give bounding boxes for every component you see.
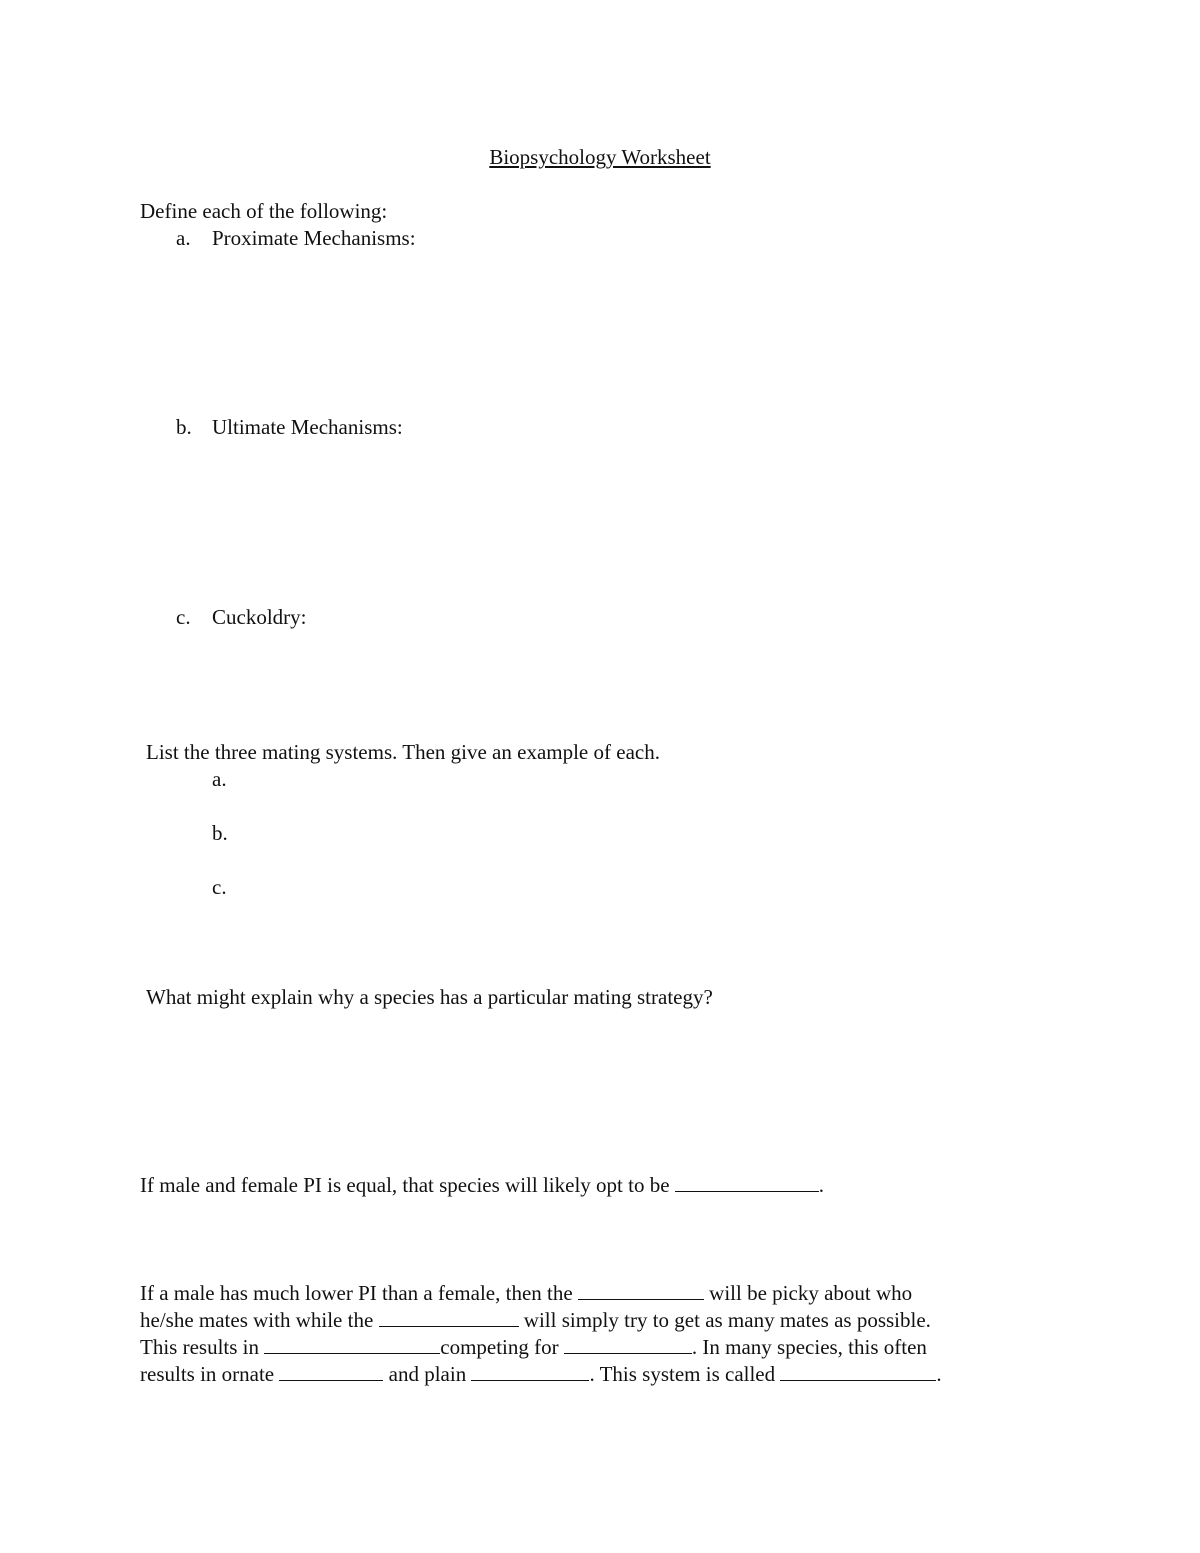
sentence-text: . This system is called: [589, 1362, 781, 1386]
pi-lower-paragraph: [140, 1280, 1020, 1388]
sentence-text: This results in: [140, 1335, 265, 1359]
sentence-text: he/she mates with while the: [140, 1308, 379, 1332]
paragraph-line: [140, 1280, 1020, 1307]
item-marker: b.: [176, 415, 192, 439]
mating-systems-prompt: List the three mating systems. Then give an example of each.: [146, 740, 660, 764]
item-label: Proximate Mechanisms:: [212, 226, 416, 250]
fill-in-blank[interactable]: [578, 1281, 704, 1300]
mating-item-a: a.: [212, 767, 227, 791]
define-item-b: [176, 414, 403, 441]
sentence-text: If a male has much lower PI than a female, then the: [140, 1281, 578, 1305]
strategy-question: What might explain why a species has a particular mating strategy?: [146, 985, 713, 1009]
sentence-text: and plain: [383, 1362, 472, 1386]
paragraph-line: [140, 1361, 1020, 1388]
sentence-text: competing for: [440, 1335, 564, 1359]
define-item-c: [176, 604, 307, 631]
fill-in-blank[interactable]: [279, 1362, 383, 1381]
sentence-text: .: [818, 1173, 825, 1197]
define-item-a: [176, 225, 416, 252]
worksheet-title: Biopsychology Worksheet: [489, 145, 711, 169]
mating-item-c: c.: [212, 875, 227, 899]
fill-in-blank[interactable]: [675, 1173, 819, 1192]
sentence-text: will simply try to get as many mates as possible.: [518, 1308, 931, 1332]
pi-equal-sentence: [140, 1172, 824, 1199]
item-marker: a.: [176, 226, 191, 250]
sentence-text: results in ornate: [140, 1362, 280, 1386]
fill-in-blank[interactable]: [264, 1335, 440, 1354]
define-prompt: Define each of the following:: [140, 199, 388, 223]
paragraph-line: [140, 1334, 1020, 1361]
sentence-text: will be picky about who: [703, 1281, 913, 1305]
fill-in-blank[interactable]: [780, 1362, 936, 1381]
sentence-text: . In many species, this often: [691, 1335, 927, 1359]
mating-item-b: b.: [212, 821, 228, 845]
fill-in-blank[interactable]: [379, 1308, 519, 1327]
fill-in-blank[interactable]: [564, 1335, 692, 1354]
item-label: Cuckoldry:: [212, 605, 307, 629]
item-label: Ultimate Mechanisms:: [212, 415, 403, 439]
sentence-text: If male and female PI is equal, that species will likely opt to be: [140, 1173, 675, 1197]
fill-in-blank[interactable]: [471, 1362, 589, 1381]
sentence-text: .: [936, 1362, 942, 1386]
item-marker: c.: [176, 605, 191, 629]
paragraph-line: [140, 1307, 1020, 1334]
